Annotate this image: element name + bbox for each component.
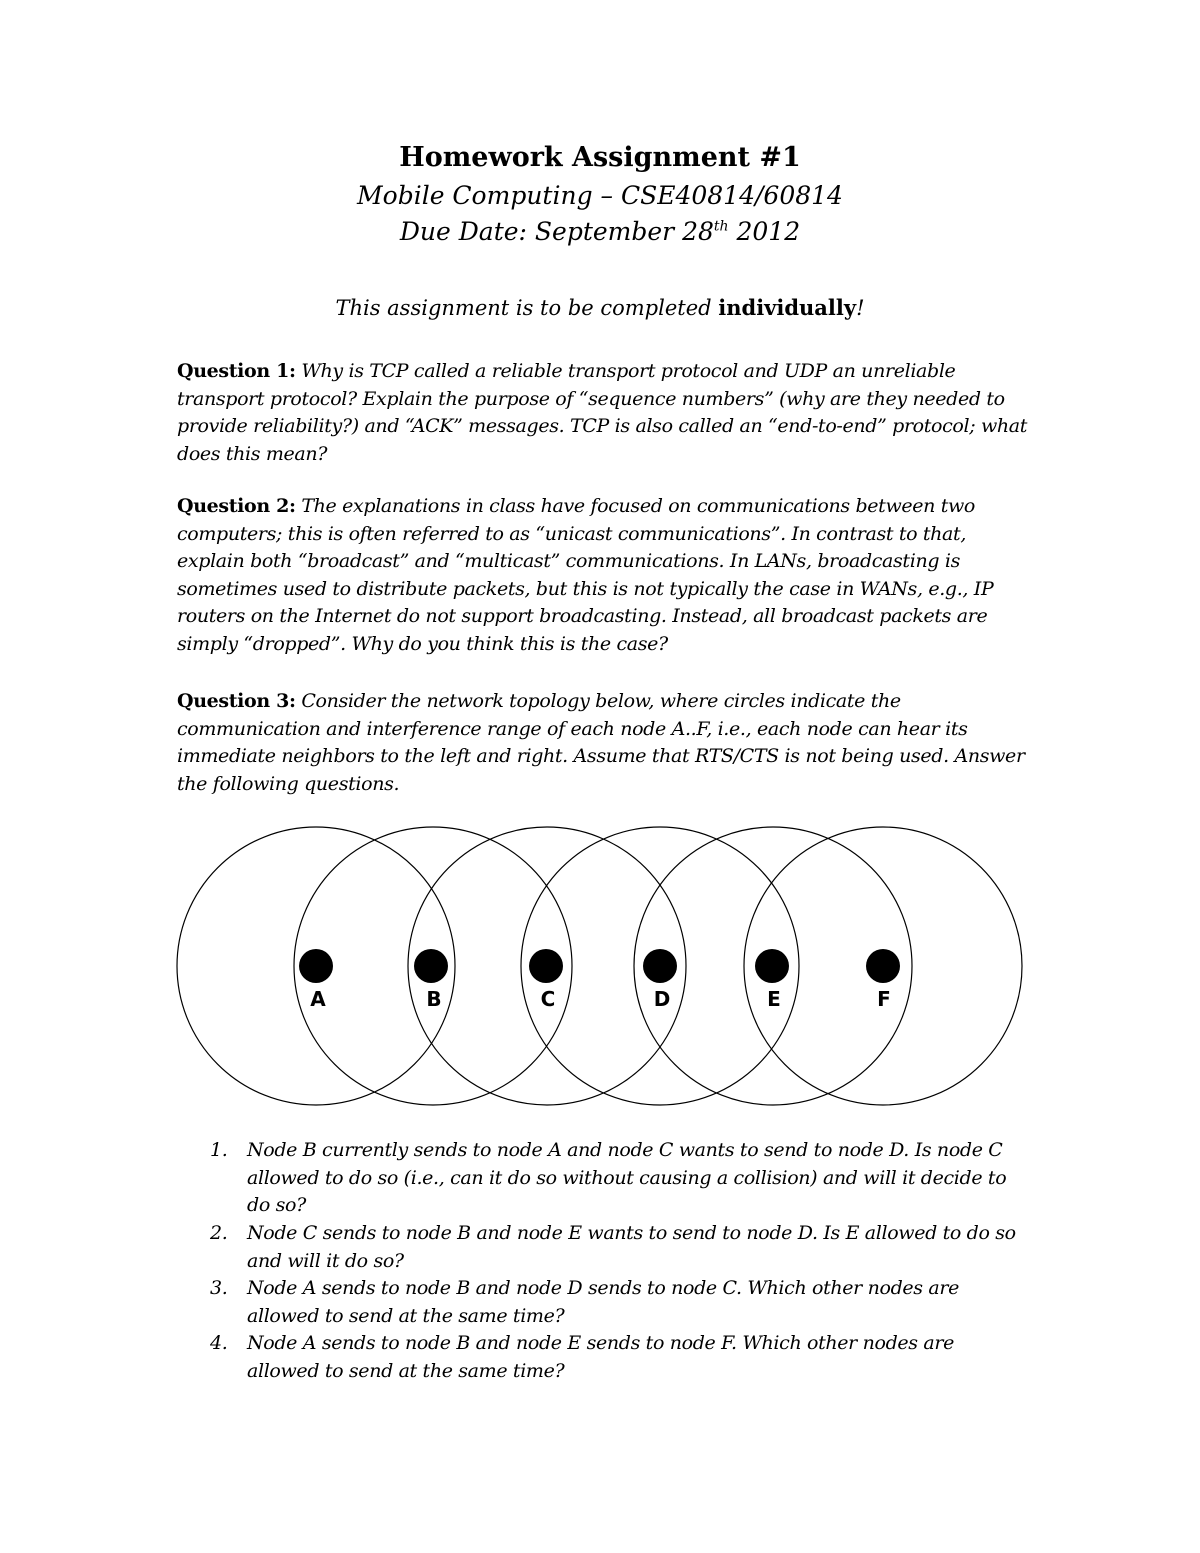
- range-circle-e: [634, 827, 912, 1105]
- range-circle-b: [294, 827, 572, 1105]
- range-circle-d: [521, 827, 799, 1105]
- node-label-a: A: [310, 987, 326, 1011]
- question-1-label: Question 1:: [177, 360, 296, 382]
- due-date-text: Due Date: September 28: [399, 217, 714, 246]
- node-label-e: E: [767, 987, 781, 1011]
- range-circle-c: [408, 827, 686, 1105]
- node-label-b: B: [426, 987, 442, 1011]
- due-date-year: 2012: [728, 217, 801, 246]
- question-2-text: The explanations in class have focused on communications between two computers; this is often referred to as “unicast communications”. In contrast to that, explain both “broadcast” and “multicast” communications. In LANs, broadcasting is sometimes used to distribute packets, but this is not typically the case in WANs, e.g., IP routers on the Internet do not support broadcasting. Instead, all broadcast packets are simply “dropped”. Why do you think this is the case?: [177, 495, 994, 655]
- node-label-f: F: [877, 987, 891, 1011]
- subquestion-list-4: [200, 1330, 1030, 1385]
- subquestion-3: [200, 1275, 1030, 1330]
- subquestion-3-text: Node A sends to node B and node D sends to node C. Which other nodes are allowed to send at the same time?: [247, 1277, 959, 1327]
- document-title: Homework Assignment #1: [399, 142, 801, 173]
- course-name: Mobile Computing – CSE40814/60814: [357, 181, 843, 210]
- question-1: [177, 358, 1037, 468]
- due-date-ordinal: th: [713, 218, 729, 235]
- question-2-label: Question 2:: [177, 495, 296, 517]
- question-1-text: Why is TCP called a reliable transport protocol and UDP an unreliable transport protocol? Explain the purpose of “sequence numbers” (why are they needed to provide reliability?) and “ACK” messages. TCP is also called an “end-to-end” protocol; what does this mean?: [177, 360, 1028, 465]
- subquestion-1-number: 1.: [210, 1139, 228, 1161]
- subquestion-list-3: [200, 1275, 1030, 1330]
- range-circle-a: [177, 827, 455, 1105]
- node-dot-e: [755, 949, 789, 983]
- notice-text: This assignment is to be completed: [335, 296, 719, 320]
- subquestion-list-1: [200, 1137, 1030, 1220]
- subquestion-2-text: Node C sends to node B and node E wants to send to node D. Is E allowed to do so and will it do so?: [247, 1222, 1016, 1272]
- subquestion-4: [200, 1330, 1030, 1385]
- subquestion-1-text: Node B currently sends to node A and node C wants to send to node D. Is node C allowed to do so (i.e., can it do so without causing a collision) and will it decide to do so?: [247, 1139, 1007, 1216]
- subquestion-3-number: 3.: [210, 1277, 228, 1299]
- notice-end: !: [856, 296, 865, 320]
- node-dot-c: [529, 949, 563, 983]
- subquestion-2-number: 2.: [210, 1222, 228, 1244]
- node-dot-a: [299, 949, 333, 983]
- document-header: [0, 138, 1200, 250]
- subquestion-4-text: Node A sends to node B and node E sends to node F. Which other nodes are allowed to send at the same time?: [247, 1332, 954, 1382]
- node-label-c: C: [540, 987, 556, 1011]
- range-circle-f: [744, 827, 1022, 1105]
- due-date: [0, 214, 1200, 250]
- node-dot-b: [414, 949, 448, 983]
- subquestion-1: [200, 1137, 1030, 1220]
- subquestion-list-2: [200, 1220, 1030, 1275]
- subquestion-2: [200, 1220, 1030, 1275]
- subquestion-4-number: 4.: [210, 1332, 228, 1354]
- question-3-text: Consider the network topology below, where circles indicate the communication and interference range of each node A..F, i.e., each node can hear its immediate neighbors to the left and right. Assume that RTS/CTS is not being used. Answer the following questions.: [177, 690, 1025, 795]
- individual-notice: [0, 291, 1200, 325]
- notice-emphasis: individually: [718, 295, 857, 320]
- question-3-label: Question 3:: [177, 690, 296, 712]
- question-3: [177, 688, 1037, 798]
- question-2: [177, 493, 1037, 658]
- node-label-d: D: [653, 987, 671, 1011]
- node-dot-d: [643, 949, 677, 983]
- node-dot-f: [866, 949, 900, 983]
